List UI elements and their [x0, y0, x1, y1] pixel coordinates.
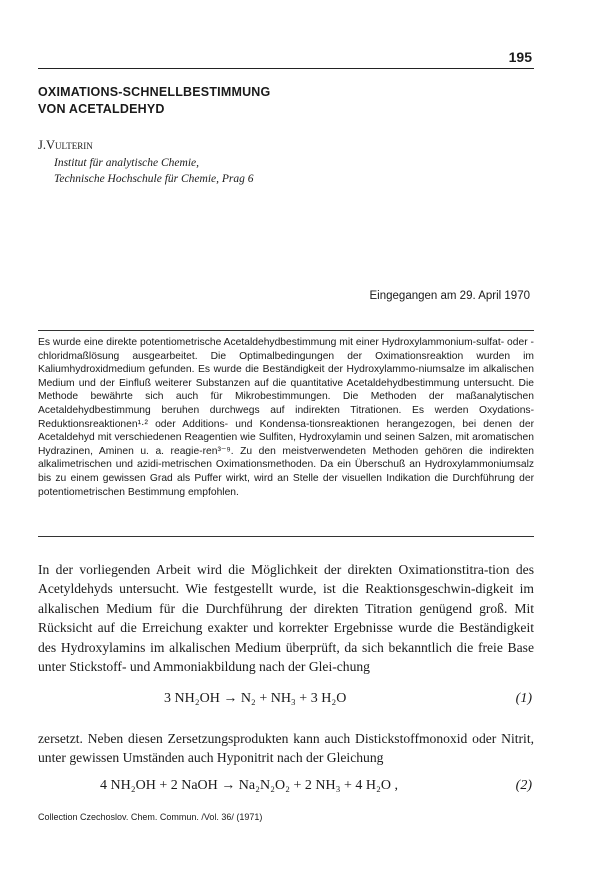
affiliation: [54, 155, 254, 187]
title-line-1: OXIMATIONS-SCHNELLBESTIMMUNG: [38, 85, 271, 99]
body-paragraph-1: In der vorliegenden Arbeit wird die Möglichkeit der direkten Oximationstitra-tion des Acetyldehyds untersucht. Wie festgestellt wurde, ist die Reaktionsgeschwin-digkeit im alkalischen Medium für die Durchführung der direkten Titration genügend groß. Mit Rücksicht auf die Erreichung exakter und korrekter Ergebnisse wurde die Beständigkeit des Hydroxylamins im alkalischen Medium überprüft, da sich bekanntlich die freie Base unter Stickstoff- und Ammoniakbildung nach der Glei-chung: [38, 562, 534, 675]
title-line-2: VON ACETALDEHYD: [38, 102, 165, 116]
equation-1-number: (1): [515, 691, 532, 706]
affiliation-line-2: Technische Hochschule für Chemie, Prag 6: [54, 173, 254, 185]
abstract-rule-bottom: [38, 536, 534, 537]
author-name: Vulterin: [46, 138, 93, 152]
equation-1-formula: 3 NH₂OH → N₂ + NH₃ + 3 H₂O: [164, 691, 347, 706]
equation-2-number: (2): [515, 778, 532, 793]
page-number: 195: [508, 49, 532, 65]
abstract-rule-top: [38, 330, 534, 331]
received-date: Eingegangen am 29. April 1970: [369, 290, 530, 302]
abstract: Es wurde eine direkte potentiometrische Acetaldehydbestimmung mit einer Hydroxylammonium-sulfat- oder -chloridmaßlösung ausgearbeitet. Die Optimalbedingungen der Oximationsreaktion wurden im Kaliumhydroxidmedium gefunden. Es wurde die Beständigkeit der Hydroxylammo-niumsalze im alkalischen Medium und der Einfluß weiterer Substanzen auf die quantitative Acetaldehydbestimmung untersucht. Die Methode bewährte sich auch für Mikrobestimmungen. Die Methoden der maßanalytischen Acetaldehydbestimmung beruhen durchwegs auf indirekten Titrationen. Es werden Oxydations-Reduktionsreaktionen¹·² oder Additions- und Kondensa-tionsreaktionen herangezogen, bei denen der Acetaldehyd mit verschiedenen Reagentien wie Sulfiten, Hydroxylamin und seinen Salzen, mit aromatischen Hydrazinen, Aminen u. a. reagie-ren³⁻⁹. Zu den meistverwendeten Methoden gehören die indirekten alkalimetrischen und azidi-metrischen Oximationsmethoden. Da ein Überschuß an Hydroxylammoniumsalz bis zu einem gewissen Grad als Puffer wirkt, wird an Stelle der visuellen Indikation die Durchführung der potentiometrischen Bestimmung empfohlen.: [38, 337, 534, 498]
author: [38, 138, 93, 153]
body-paragraph-2: zersetzt. Neben diesen Zersetzungsprodukten kann auch Distickstoffmonoxid oder Nitrit, unter gewissen Umständen auch Hyponitrit nach der Gleichung: [38, 731, 534, 766]
article-title: [38, 84, 270, 118]
affiliation-line-1: Institut für analytische Chemie,: [54, 157, 200, 169]
equation-2-formula: 4 NH₂OH + 2 NaOH → Na₂N₂O₂ + 2 NH₃ + 4 H₂O ,: [100, 778, 398, 793]
header-rule: [38, 68, 534, 69]
journal-footer: Collection Czechoslov. Chem. Commun. /Vol. 36/ (1971): [38, 812, 263, 822]
author-initial: J.: [38, 138, 46, 152]
